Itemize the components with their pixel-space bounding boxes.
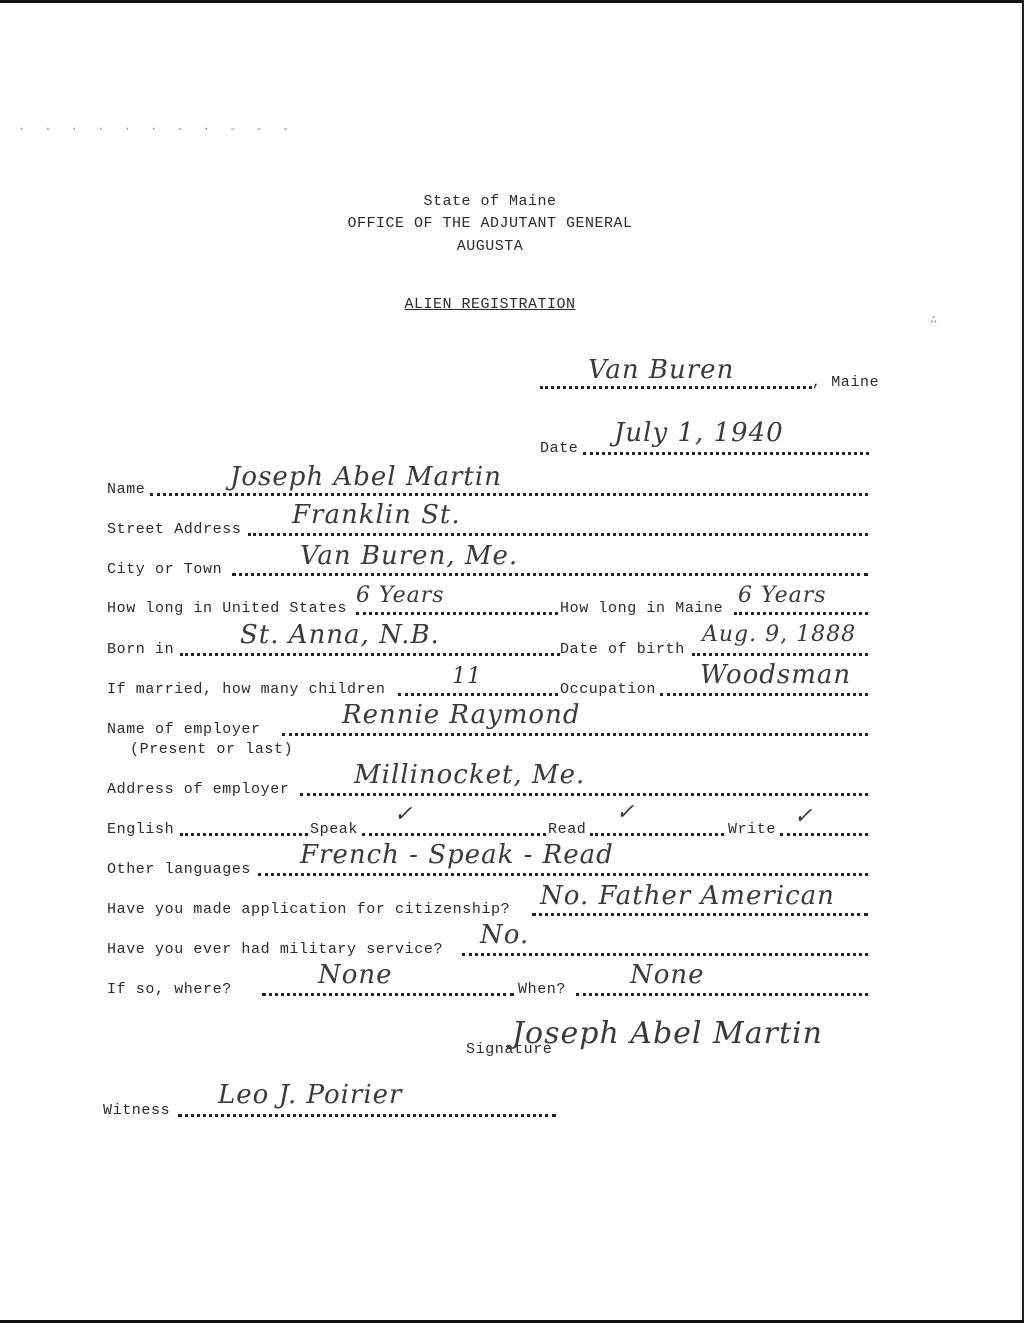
date-value: July 1, 1940 bbox=[614, 418, 784, 448]
speak-label: Speak bbox=[310, 821, 359, 838]
other-languages-label: Other languages bbox=[107, 861, 252, 878]
read-label: Read bbox=[548, 821, 587, 838]
date-of-birth-line bbox=[692, 653, 868, 656]
other-languages-line bbox=[258, 873, 868, 876]
where-value: None bbox=[318, 960, 393, 990]
street-value: Franklin St. bbox=[292, 500, 461, 530]
where-line bbox=[262, 993, 514, 996]
town-value: Van Buren bbox=[588, 355, 735, 385]
witness-value: Leo J. Poirier bbox=[218, 1080, 403, 1110]
children-line bbox=[398, 693, 558, 696]
citizenship-value: No. Father American bbox=[540, 881, 835, 911]
write-value: ✓ bbox=[794, 804, 814, 829]
write-line bbox=[780, 833, 868, 836]
employer-line bbox=[282, 733, 868, 736]
street-label: Street Address bbox=[107, 521, 242, 538]
other-languages-value: French - Speak - Read bbox=[300, 840, 614, 870]
occupation-line bbox=[660, 693, 868, 696]
date-label: Date bbox=[540, 440, 579, 457]
scan-edge-top bbox=[0, 0, 1024, 3]
signature-value: Joseph Abel Martin bbox=[512, 1016, 823, 1051]
witness-label: Witness bbox=[103, 1102, 171, 1119]
maine-label: , Maine bbox=[812, 374, 880, 391]
military-label: Have you ever had military service? bbox=[107, 941, 444, 958]
employer-label: Name of employer bbox=[107, 721, 261, 738]
read-value: ✓ bbox=[616, 800, 636, 825]
city-line bbox=[232, 573, 868, 576]
city-value: Van Buren, Me. bbox=[300, 541, 519, 571]
speak-value: ✓ bbox=[394, 802, 414, 827]
how-long-maine-value: 6 Years bbox=[738, 583, 827, 608]
employer-address-line bbox=[300, 793, 868, 796]
scan-speck: ∴ bbox=[930, 313, 938, 327]
witness-line bbox=[178, 1114, 556, 1117]
date-of-birth-value: Aug. 9, 1888 bbox=[702, 622, 857, 647]
english-label: English bbox=[107, 821, 175, 838]
form-title: ALIEN REGISTRATION bbox=[404, 296, 576, 313]
street-line bbox=[248, 533, 868, 536]
employer-value: Rennie Raymond bbox=[342, 700, 581, 730]
how-long-us-line bbox=[356, 612, 558, 615]
occupation-label: Occupation bbox=[560, 681, 657, 698]
how-long-us-label: How long in United States bbox=[107, 600, 348, 617]
citizenship-label: Have you made application for citizenship? bbox=[107, 901, 511, 918]
employer-address-label: Address of employer bbox=[107, 781, 290, 798]
write-label: Write bbox=[728, 821, 777, 838]
born-in-value: St. Anna, N.B. bbox=[240, 620, 440, 650]
scan-speck: · · · · · · ‐ · ‐ ‐ ‐ bbox=[18, 122, 296, 136]
date-of-birth-label: Date of birth bbox=[560, 641, 685, 658]
header-city: AUGUSTA bbox=[456, 238, 524, 255]
employer-note: (Present or last) bbox=[130, 741, 294, 758]
married-label: If married, how many children bbox=[107, 681, 386, 698]
military-value: No. bbox=[480, 920, 530, 950]
how-long-maine-line bbox=[734, 612, 868, 615]
how-long-maine-label: How long in Maine bbox=[560, 600, 724, 617]
when-line bbox=[576, 993, 868, 996]
military-line bbox=[462, 953, 868, 956]
english-line bbox=[180, 833, 308, 836]
date-line bbox=[583, 452, 869, 455]
occupation-value: Woodsman bbox=[700, 660, 852, 690]
if-so-where-label: If so, where? bbox=[107, 981, 232, 998]
speak-line bbox=[362, 833, 546, 836]
citizenship-line bbox=[532, 913, 868, 916]
name-value: Joseph Abel Martin bbox=[230, 462, 502, 492]
header-office: OFFICE OF THE ADJUTANT GENERAL bbox=[347, 215, 633, 232]
how-long-us-value: 6 Years bbox=[356, 583, 445, 608]
name-label: Name bbox=[107, 481, 146, 498]
name-line bbox=[150, 493, 868, 496]
read-line bbox=[590, 833, 724, 836]
header-state: State of Maine bbox=[423, 193, 557, 210]
town-line bbox=[540, 386, 812, 389]
born-in-label: Born in bbox=[107, 641, 175, 658]
signature-label: Signature bbox=[466, 1041, 553, 1058]
children-value: 11 bbox=[452, 664, 482, 689]
when-value: None bbox=[630, 960, 705, 990]
when-label: When? bbox=[518, 981, 567, 998]
city-label: City or Town bbox=[107, 561, 223, 578]
employer-address-value: Millinocket, Me. bbox=[354, 760, 586, 790]
born-in-line bbox=[180, 653, 560, 656]
